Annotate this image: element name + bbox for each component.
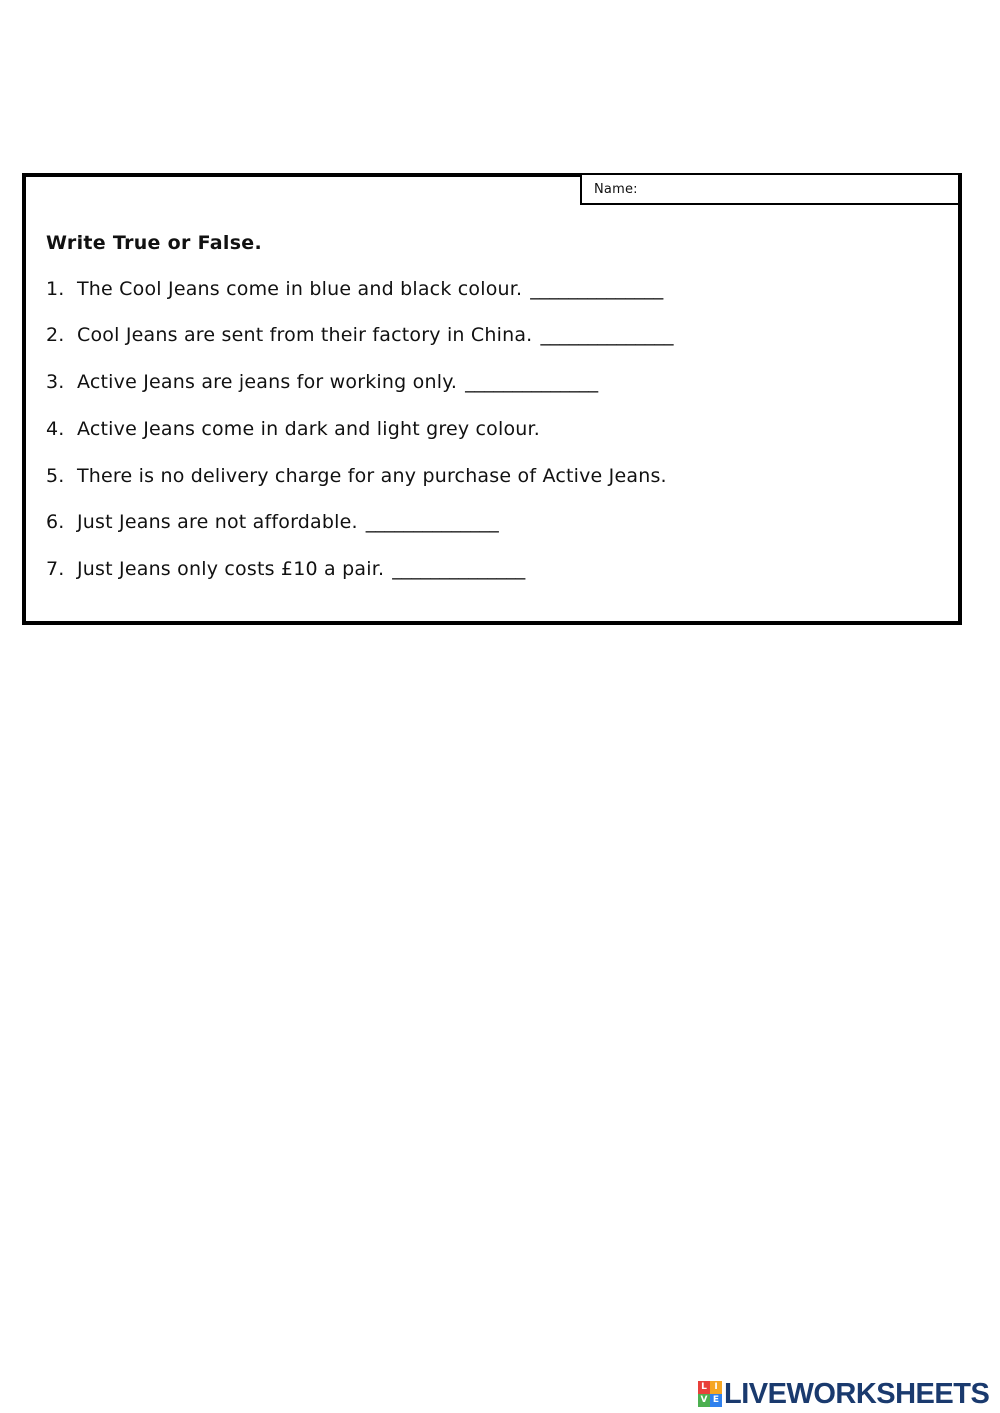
question-text: Just Jeans are not affordable. bbox=[77, 511, 358, 533]
answer-blank[interactable]: ______________ bbox=[540, 324, 674, 346]
logo-letter-l: L bbox=[698, 1381, 710, 1394]
question-text: The Cool Jeans come in blue and black colour. bbox=[77, 278, 523, 300]
instruction-heading: Write True or False. bbox=[46, 232, 263, 254]
question-number: 3. bbox=[46, 371, 65, 393]
logo-letter-e: E bbox=[710, 1394, 722, 1407]
answer-blank[interactable]: ______________ bbox=[465, 371, 599, 393]
question-item bbox=[46, 465, 675, 487]
name-field[interactable] bbox=[580, 173, 958, 205]
question-item bbox=[46, 511, 499, 533]
question-number: 5. bbox=[46, 465, 65, 487]
logo-letter-v: V bbox=[698, 1394, 710, 1407]
logo-icon bbox=[698, 1381, 722, 1407]
liveworksheets-logo bbox=[698, 1377, 989, 1411]
question-text: Cool Jeans are sent from their factory in China. bbox=[77, 324, 533, 346]
question-text: There is no delivery charge for any purchase of Active Jeans. bbox=[77, 465, 667, 487]
question-item bbox=[46, 278, 663, 300]
question-number: 6. bbox=[46, 511, 65, 533]
question-text: Active Jeans come in dark and light grey colour. bbox=[77, 418, 541, 440]
question-number: 7. bbox=[46, 558, 65, 580]
answer-blank[interactable]: ______________ bbox=[365, 511, 499, 533]
question-number: 4. bbox=[46, 418, 65, 440]
question-number: 1. bbox=[46, 278, 65, 300]
answer-blank[interactable]: ______________ bbox=[530, 278, 664, 300]
question-number: 2. bbox=[46, 324, 65, 346]
logo-letter-i: I bbox=[710, 1381, 722, 1394]
question-item bbox=[46, 371, 598, 393]
question-text: Active Jeans are jeans for working only. bbox=[77, 371, 458, 393]
question-item bbox=[46, 324, 673, 346]
question-item bbox=[46, 418, 548, 440]
answer-blank[interactable]: ______________ bbox=[392, 558, 526, 580]
name-label: Name: bbox=[594, 181, 638, 197]
worksheet-frame bbox=[22, 173, 962, 625]
question-text: Just Jeans only costs £10 a pair. bbox=[77, 558, 385, 580]
question-item bbox=[46, 558, 525, 580]
brand-name: LIVEWORKSHEETS bbox=[724, 1377, 990, 1410]
